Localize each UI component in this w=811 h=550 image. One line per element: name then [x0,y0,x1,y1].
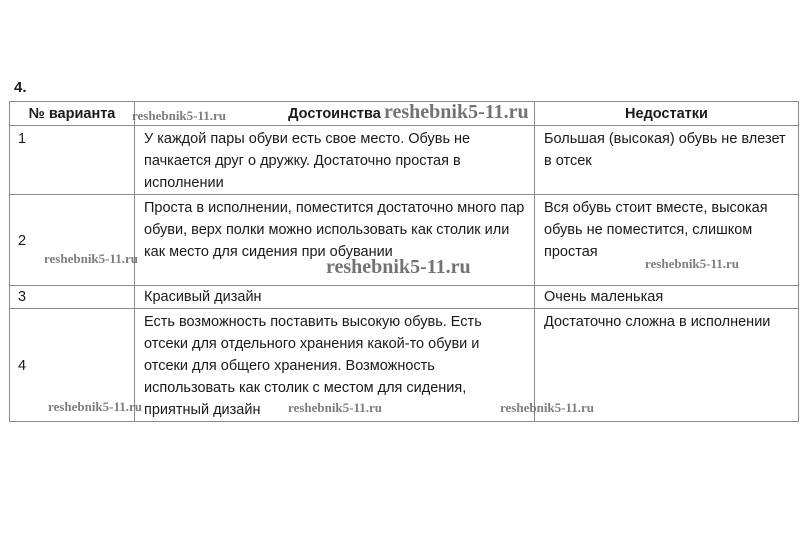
advantages-cell: Есть возможность поставить высокую обувь. Есть отсеки для отдельного хранения какой-то обуви и отсеки для общего хранения. Возможность использовать как столик с местом для сидения, приятный дизайн [135,309,535,422]
table-row [10,126,799,195]
table-row [10,286,799,309]
watermark-text: reshebnik5-11.ru [326,256,471,278]
task-number: 4. [14,79,27,96]
watermark-text: reshebnik5-11.ru [645,256,740,271]
watermark-text: reshebnik5-11.ru [500,400,595,415]
variant-number-cell: 2 [10,195,135,286]
watermark-text: reshebnik5-11.ru [48,399,143,414]
variant-number-cell: 4 [10,309,135,422]
disadvantages-cell: Большая (высокая) обувь не влезет в отсек [535,126,799,195]
variant-number-cell: 1 [10,126,135,195]
watermark-text: reshebnik5-11.ru [132,108,227,123]
advantages-cell: У каждой пары обуви есть свое место. Обувь не пачкается друг о дружку. Достаточно простая в исполнении [135,126,535,195]
advantages-cell: Проста в исполнении, поместится достаточно много пар обуви, верх полки можно использовать как столик или как место для сидения при обувании [135,195,535,286]
watermark-text: reshebnik5-11.ru [384,101,529,123]
disadvantages-cell: Очень маленькая [535,286,799,309]
header-variant-number: № варианта [10,102,135,126]
table-row [10,195,799,286]
table-row [10,309,799,422]
comparison-table [9,101,799,422]
watermark-text: reshebnik5-11.ru [288,400,383,415]
disadvantages-cell: Вся обувь стоит вместе, высокая обувь не поместится, слишком простая [535,195,799,286]
header-advantages: Достоинства [135,102,535,126]
advantages-cell: Красивый дизайн [135,286,535,309]
disadvantages-cell: Достаточно сложна в исполнении [535,309,799,422]
table-header-row [10,102,799,126]
header-disadvantages: Недостатки [535,102,799,126]
variant-number-cell: 3 [10,286,135,309]
watermark-text: reshebnik5-11.ru [44,251,139,266]
